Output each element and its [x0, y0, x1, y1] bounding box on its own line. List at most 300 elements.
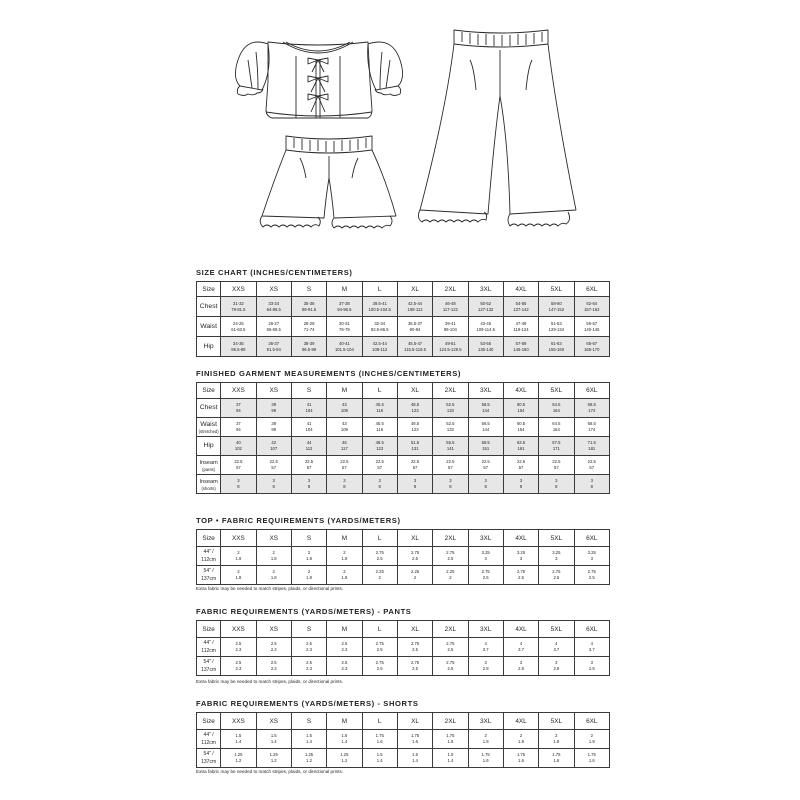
value-primary: 2.75	[552, 569, 561, 574]
value-secondary: 3	[555, 556, 558, 561]
size-header-cell: XXS	[221, 282, 256, 297]
value-secondary: 124.5-129.5	[439, 346, 462, 352]
size-header-cell: 6XL	[574, 383, 609, 399]
size-header-cell: XL	[397, 282, 432, 297]
value-cell	[574, 566, 609, 585]
value-secondary: 104	[305, 408, 313, 413]
value-primary: 39	[271, 421, 277, 426]
value-cell	[503, 566, 538, 585]
value-cell	[327, 418, 362, 437]
size-header-cell: 3XL	[468, 621, 503, 638]
value-secondary: 108-112	[407, 306, 423, 312]
value-primary: 63.5	[516, 440, 526, 445]
value-secondary: 108-112	[372, 346, 388, 352]
value-primary: 3.25	[516, 550, 526, 555]
value-primary: 22.5	[481, 459, 490, 464]
value-cell	[291, 730, 326, 749]
value-primary: 3	[449, 478, 452, 483]
value-primary: 32-34	[374, 320, 386, 326]
table-row	[197, 657, 610, 676]
value-secondary: 144	[482, 427, 490, 432]
value-secondary: 2.5	[588, 575, 595, 580]
value-cell	[503, 657, 538, 676]
value-secondary: 2.5	[482, 575, 489, 580]
value-primary: 22.5	[552, 459, 561, 464]
row-label-text: Hip	[203, 342, 214, 350]
size-header-cell: L	[362, 282, 397, 297]
value-cell	[539, 317, 574, 337]
value-secondary: 133	[446, 408, 454, 413]
size-header-label: Size	[197, 713, 221, 730]
value-primary: 3	[272, 478, 275, 483]
value-primary: 2	[237, 550, 240, 555]
row-sublabel: (pants)	[202, 466, 216, 472]
value-secondary: 96.5-99	[301, 346, 317, 352]
table-row	[197, 566, 610, 585]
value-primary: 2.75	[410, 641, 420, 646]
value-secondary: 116	[376, 408, 384, 413]
value-primary: 1.75	[481, 752, 490, 757]
pants-illustration	[418, 30, 576, 226]
value-cell	[574, 337, 609, 357]
value-secondary: 2.3	[270, 647, 277, 652]
row-label	[197, 399, 221, 418]
value-primary: 60.5	[516, 421, 526, 426]
size-header-cell: 3XL	[468, 530, 503, 547]
value-primary: 31-32	[233, 300, 244, 306]
value-secondary: 1.2	[270, 758, 277, 763]
value-secondary: 165-170	[584, 346, 600, 352]
value-primary: 2.75	[446, 550, 455, 555]
value-secondary: 171	[552, 446, 560, 451]
size-header-row	[197, 383, 610, 399]
value-cell	[221, 456, 256, 475]
value-primary: 47-49	[515, 320, 527, 326]
value-primary: 2.75	[410, 660, 420, 665]
value-cell	[574, 456, 609, 475]
value-primary: 64.5	[552, 421, 561, 426]
size-header-cell: 2XL	[433, 383, 468, 399]
value-secondary: 137-142	[513, 306, 529, 312]
value-cell	[574, 638, 609, 657]
value-cell	[433, 456, 468, 475]
value-cell	[433, 749, 468, 768]
value-secondary: 2.3	[306, 647, 312, 652]
value-primary: 4	[519, 641, 523, 646]
value-primary: 42.5-44	[372, 340, 387, 346]
row-label-text: 44" / 112cm	[201, 549, 216, 563]
value-primary: 2.25	[375, 569, 384, 574]
value-secondary: 8	[307, 484, 311, 489]
value-secondary: 112	[305, 446, 313, 451]
table-row	[197, 475, 610, 494]
row-label-text: Chest	[199, 404, 218, 411]
value-secondary: 1.8	[235, 556, 242, 561]
value-cell	[397, 317, 432, 337]
row-label	[197, 638, 221, 657]
value-secondary: 84-86.5	[266, 306, 281, 312]
value-secondary: 57	[412, 465, 418, 470]
top-fabric-title: TOP • FABRIC REQUIREMENTS (YARDS/METERS)	[196, 516, 401, 525]
table-row	[197, 547, 610, 566]
value-primary: 48.5	[375, 440, 384, 445]
value-primary: 2.25	[446, 569, 455, 574]
row-label	[197, 297, 221, 317]
value-secondary: 2.5	[553, 575, 560, 580]
size-header-cell: L	[362, 530, 397, 547]
value-primary: 2.5	[235, 641, 242, 646]
value-cell	[433, 638, 468, 657]
value-cell	[397, 337, 432, 357]
value-cell	[503, 297, 538, 317]
value-secondary: 1.6	[376, 739, 383, 744]
table-row	[197, 638, 610, 657]
value-cell	[362, 399, 397, 418]
value-primary: 45.5	[375, 402, 384, 407]
value-primary: 1.5	[270, 733, 277, 738]
value-primary: 2	[343, 550, 346, 555]
value-secondary: 1.8	[235, 575, 242, 580]
size-header-label: Size	[197, 282, 221, 297]
value-primary: 59.5	[481, 440, 490, 445]
value-secondary: 89-91.5	[301, 306, 317, 312]
value-primary: 51-53	[550, 320, 562, 326]
value-cell	[574, 730, 609, 749]
value-cell	[397, 456, 432, 475]
value-secondary: 57	[377, 465, 383, 470]
value-primary: 22.5	[304, 459, 314, 464]
pants-fabric-table	[196, 620, 610, 676]
value-secondary: 3	[590, 556, 593, 561]
size-header-cell: XS	[256, 282, 291, 297]
value-primary: 3	[519, 660, 523, 665]
value-cell	[256, 547, 291, 566]
value-cell	[256, 317, 291, 337]
value-cell	[433, 730, 468, 749]
value-primary: 3	[555, 660, 558, 665]
value-secondary: 94	[236, 427, 241, 432]
value-cell	[539, 437, 574, 456]
value-cell	[256, 566, 291, 585]
value-secondary: 57	[236, 465, 241, 470]
value-primary: 1.75	[410, 733, 420, 738]
value-secondary: 1.6	[412, 739, 418, 744]
value-secondary: 154	[517, 408, 525, 413]
value-cell	[291, 418, 326, 437]
value-cell	[503, 730, 538, 749]
value-primary: 1.75	[375, 733, 384, 738]
value-cell	[574, 297, 609, 317]
value-primary: 2	[519, 733, 523, 738]
row-label-text: 44" / 112cm	[201, 640, 216, 654]
value-cell	[221, 730, 256, 749]
value-primary: 48.5	[410, 402, 420, 407]
value-cell	[362, 437, 397, 456]
value-primary: 43	[342, 421, 347, 426]
value-secondary: 151	[482, 446, 490, 451]
value-cell	[539, 730, 574, 749]
value-cell	[221, 657, 256, 676]
value-secondary: 2.5	[376, 556, 383, 561]
value-primary: 58-60	[550, 300, 562, 306]
garment-illustrations	[0, 0, 800, 250]
value-secondary: 2.5	[376, 647, 383, 652]
value-cell	[256, 297, 291, 317]
shorts-fabric-note: Extra fabric may be needed to match stripes, plaids, or directional prints.	[196, 769, 344, 774]
value-secondary: 2.5	[412, 666, 418, 671]
value-secondary: 174	[588, 408, 596, 413]
value-cell	[291, 547, 326, 566]
value-primary: 1.75	[446, 733, 455, 738]
value-cell	[221, 638, 256, 657]
size-header-cell: M	[327, 530, 362, 547]
size-header-cell: 4XL	[503, 282, 538, 297]
value-cell	[362, 337, 397, 357]
value-secondary: 90-94	[409, 326, 421, 332]
size-header-cell: XXS	[221, 713, 256, 730]
value-secondary: 1.2	[235, 758, 242, 763]
value-primary: 30-31	[339, 320, 350, 326]
value-cell	[468, 566, 503, 585]
value-secondary: 99-104	[443, 326, 457, 332]
value-secondary: 2.8	[518, 666, 524, 671]
value-primary: 33-34	[268, 300, 280, 306]
value-cell	[468, 437, 503, 456]
value-cell	[327, 657, 362, 676]
value-cell	[362, 638, 397, 657]
row-label	[197, 749, 221, 768]
size-header-cell: XXS	[221, 621, 256, 638]
table-row	[197, 749, 610, 768]
table-row	[197, 437, 610, 456]
value-cell	[221, 437, 256, 456]
value-primary: 4	[555, 641, 558, 646]
value-secondary: 1.4	[270, 739, 277, 744]
value-cell	[256, 337, 291, 357]
value-cell	[327, 566, 362, 585]
value-secondary: 2.3	[235, 647, 242, 652]
size-header-cell: 3XL	[468, 713, 503, 730]
value-secondary: 8	[378, 484, 381, 489]
value-primary: 2.75	[410, 550, 420, 555]
size-header-cell: XL	[397, 713, 432, 730]
value-cell	[503, 547, 538, 566]
value-primary: 2	[590, 733, 593, 738]
value-cell	[221, 475, 256, 494]
value-cell	[574, 418, 609, 437]
value-secondary: 1.6	[518, 758, 524, 763]
value-cell	[503, 475, 538, 494]
value-secondary: 1.2	[306, 758, 312, 763]
value-primary: 54-56	[515, 300, 527, 306]
value-secondary: 1.4	[447, 758, 454, 763]
value-primary: 43	[342, 402, 347, 407]
value-primary: 67.5	[552, 440, 561, 445]
value-cell	[256, 749, 291, 768]
size-header-cell: 2XL	[433, 713, 468, 730]
value-secondary: 2.8	[588, 666, 595, 671]
row-label-text: 54" / 137cm	[201, 751, 217, 765]
value-primary: 2	[307, 569, 311, 574]
value-cell	[503, 749, 538, 768]
value-cell	[291, 456, 326, 475]
value-secondary: 157-162	[584, 306, 600, 312]
size-header-cell: 4XL	[503, 530, 538, 547]
value-primary: 37	[236, 402, 241, 407]
value-secondary: 8	[413, 484, 417, 489]
value-cell	[362, 657, 397, 676]
size-header-cell: 5XL	[539, 713, 574, 730]
value-secondary: 123	[411, 408, 419, 413]
value-primary: 56.5	[481, 402, 490, 407]
value-primary: 45.5-47	[407, 340, 423, 346]
value-secondary: 1.8	[588, 739, 595, 744]
value-cell	[539, 566, 574, 585]
size-header-cell: S	[291, 713, 326, 730]
value-primary: 37-38	[339, 300, 350, 306]
value-secondary: 57	[483, 465, 489, 470]
value-cell	[468, 456, 503, 475]
size-header-cell: XS	[256, 621, 291, 638]
value-secondary: 1.6	[553, 758, 560, 763]
value-secondary: 100.5-104.5	[368, 306, 391, 312]
value-primary: 55-57	[586, 320, 598, 326]
row-label-text: Inseam	[199, 459, 218, 466]
value-cell	[397, 749, 432, 768]
value-primary: 1.5	[447, 752, 454, 757]
row-label-text: Chest	[199, 302, 218, 310]
row-label	[197, 547, 221, 566]
value-primary: 53-55	[480, 340, 492, 346]
value-secondary: 1.8	[518, 739, 524, 744]
value-cell	[256, 418, 291, 437]
value-secondary: 3.7	[588, 647, 595, 652]
value-secondary: 2.5	[518, 575, 524, 580]
size-header-cell: 4XL	[503, 713, 538, 730]
value-primary: 2.75	[375, 641, 384, 646]
value-cell	[468, 317, 503, 337]
value-cell	[397, 418, 432, 437]
value-primary: 71.5	[587, 440, 596, 445]
value-primary: 3	[413, 478, 417, 483]
size-header-cell: S	[291, 530, 326, 547]
value-primary: 22.5	[375, 459, 384, 464]
table-row	[197, 317, 610, 337]
value-primary: 3	[590, 660, 593, 665]
value-secondary: 94	[236, 408, 241, 413]
blouse-illustration	[235, 42, 402, 118]
value-cell	[539, 399, 574, 418]
value-secondary: 3.7	[553, 647, 560, 652]
value-cell	[397, 638, 432, 657]
value-primary: 61-63	[550, 340, 562, 346]
value-cell	[362, 297, 397, 317]
size-header-cell: M	[327, 713, 362, 730]
value-cell	[327, 399, 362, 418]
value-secondary: 71-74	[303, 326, 315, 332]
table-row	[197, 418, 610, 437]
value-primary: 41	[306, 421, 312, 426]
value-primary: 2.25	[410, 569, 420, 574]
table-row	[197, 730, 610, 749]
value-secondary: 8	[590, 484, 593, 489]
row-label	[197, 317, 221, 337]
size-header-cell: S	[291, 282, 326, 297]
value-cell	[327, 317, 362, 337]
value-cell	[468, 418, 503, 437]
value-primary: 1.25	[269, 752, 278, 757]
value-primary: 4	[484, 641, 487, 646]
value-secondary: 2.5	[412, 556, 418, 561]
value-primary: 1.25	[340, 752, 349, 757]
value-secondary: 1.8	[270, 575, 277, 580]
value-secondary: 86.5-89	[231, 346, 246, 352]
value-primary: 36-37	[268, 340, 280, 346]
value-cell	[256, 657, 291, 676]
value-primary: 65-67	[586, 340, 598, 346]
value-cell	[503, 456, 538, 475]
value-cell	[468, 475, 503, 494]
value-cell	[539, 657, 574, 676]
value-secondary: 164	[552, 408, 560, 413]
value-cell	[327, 475, 362, 494]
value-cell	[539, 297, 574, 317]
value-primary: 2.5	[306, 660, 312, 665]
value-cell	[397, 566, 432, 585]
value-primary: 40-41	[339, 340, 350, 346]
value-cell	[468, 547, 503, 566]
value-primary: 2	[555, 733, 558, 738]
value-primary: 22.5	[340, 459, 349, 464]
value-cell	[291, 749, 326, 768]
value-cell	[397, 657, 432, 676]
value-primary: 51.5	[410, 440, 420, 445]
value-cell	[291, 638, 326, 657]
value-cell	[574, 657, 609, 676]
value-secondary: 2	[449, 575, 452, 580]
value-primary: 2.75	[446, 660, 455, 665]
value-primary: 2	[272, 569, 275, 574]
value-primary: 43-45	[480, 320, 492, 326]
value-secondary: 8	[272, 484, 275, 489]
value-secondary: 1.4	[341, 739, 348, 744]
value-secondary: 116	[376, 427, 384, 432]
shorts-illustration	[260, 136, 396, 228]
value-cell	[574, 475, 609, 494]
value-primary: 46-48	[445, 300, 456, 306]
size-header-cell: S	[291, 383, 326, 399]
shorts-fabric-table	[196, 712, 610, 768]
size-header-cell: 5XL	[539, 383, 574, 399]
value-primary: 2.5	[341, 641, 348, 646]
value-secondary: 8	[555, 484, 558, 489]
value-secondary: 164	[552, 427, 560, 432]
value-cell	[433, 317, 468, 337]
value-secondary: 123	[376, 446, 384, 451]
value-primary: 28-29	[303, 320, 315, 326]
value-primary: 60.5	[516, 402, 526, 407]
value-secondary: 79-81.5	[231, 306, 246, 312]
value-cell	[327, 437, 362, 456]
shorts-fabric-title: FABRIC REQUIREMENTS (YARDS/METERS) - SHORTS	[196, 699, 419, 708]
value-secondary: 2.3	[306, 666, 312, 671]
value-secondary: 2.5	[447, 647, 454, 652]
value-secondary: 1.4	[235, 739, 242, 744]
value-primary: 3	[590, 478, 593, 483]
value-primary: 1.5	[235, 733, 242, 738]
value-primary: 49-51	[445, 340, 456, 346]
value-cell	[221, 399, 256, 418]
